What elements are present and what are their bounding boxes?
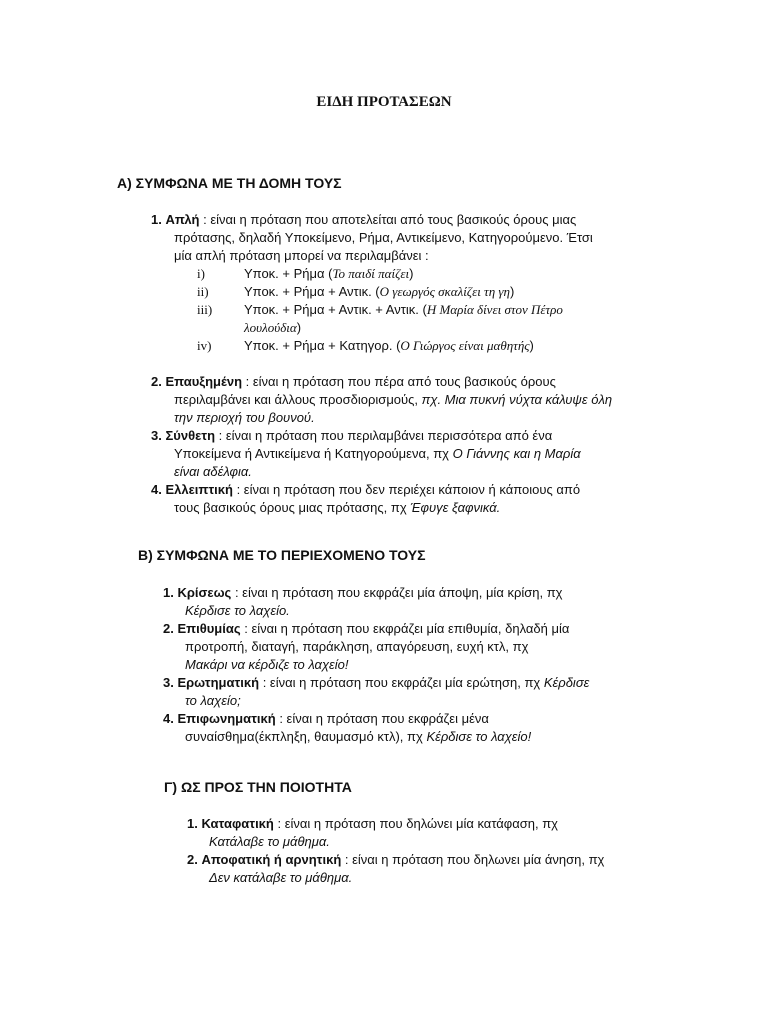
list-item [151,373,556,391]
subitem-example: Το παιδί παίζει [332,266,410,281]
list-item [151,481,580,499]
item-text-line: μία απλή πρόταση μπορεί να περιλαμβάνει : [174,248,429,263]
item-example-text: Κέρδισε το λαχείο. [185,603,290,618]
item-example [209,833,330,851]
section-a-heading: Α) ΣΥΜΦΩΝΑ ΜΕ ΤΗ ΔΟΜΗ ΤΟΥΣ [117,175,342,191]
subitem-number: ii) [197,284,209,299]
subitem-plain: Υποκ. + Ρήμα + Αντικ. + Αντικ. ( [244,302,427,317]
item-number: 1. [151,212,162,227]
item-example-text: την περιοχή του βουνού. [174,410,315,425]
subitem-number: iii) [197,302,213,317]
item-example-text: Δεν κατάλαβε το μάθημα. [209,870,353,885]
item-example: Ο Γιάννης και η Μαρία [452,446,581,461]
item-text: : είναι η πρόταση που εκφράζει μία ερώτηση, πχ [259,675,544,690]
subitem-plain: Υποκ. + Ρήμα ( [244,266,333,281]
item-number: 3. [151,428,162,443]
subitem-example: Η Μαρία δίνει στον Πέτρο [426,302,563,317]
item-text: : είναι η πρόταση που περιλαμβάνει περισσότερα από ένα [215,428,553,443]
item-example [185,692,241,710]
item-example-text: το λαχείο; [185,693,241,708]
subitem-text [244,265,413,283]
item-term: Καταφατική [201,816,274,831]
item-text: : είναι η πρόταση που δεν περιέχει κάποιον ή κάποιους από [232,482,581,497]
item-text-line [174,391,612,409]
item-text: : είναι η πρόταση που αποτελείται από τους βασικούς όρους μιας [199,212,577,227]
item-number: 4. [151,482,162,497]
subitem-plain: Υποκ. + Ρήμα + Αντικ. ( [244,284,380,299]
item-example-text: είναι αδέλφια. [174,464,252,479]
subitem-continuation [244,319,301,337]
item-example [174,463,252,481]
subitem-example: Ο Γιώργος είναι μαθητής [400,338,530,353]
item-example [174,409,315,427]
page-title: ΕΙΔΗ ΠΡΟΤΑΣΕΩΝ [316,94,452,110]
item-example-text: Μακάρι να κέρδιζε το λαχείο! [185,657,349,672]
item-number: 2. [163,621,174,636]
subitem-close: ) [296,320,302,335]
item-text: : είναι η πρόταση που εκφράζει μένα [275,711,489,726]
item-text: : είναι η πρόταση που δηλώνει μία κατάφαση, πχ [273,816,559,831]
item-number: 4. [163,711,174,726]
item-number: 2. [187,852,198,867]
item-example [209,869,352,887]
list-item [163,674,589,692]
item-text: περιλαμβάνει και άλλους προσδιορισμούς, [174,392,422,407]
list-item [163,620,569,638]
item-term: Επαυξημένη [165,374,243,389]
item-text: : είναι η πρόταση που δηλωνει μία άνηση, πχ [341,852,605,867]
item-term: Ερωτηματική [177,675,260,690]
item-number: 1. [187,816,198,831]
subitem-number: i) [197,266,205,281]
item-example [185,602,290,620]
item-number: 3. [163,675,174,690]
section-b-heading: Β) ΣΥΜΦΩΝΑ ΜΕ ΤΟ ΠΕΡΙΕΧΟΜΕΝΟ ΤΟΥΣ [138,547,426,563]
item-text: : είναι η πρόταση που πέρα από τους βασικούς όρους [242,374,556,389]
section-c-heading: Γ) ΩΣ ΠΡΟΣ ΤΗΝ ΠΟΙΟΤΗΤΑ [164,779,352,795]
item-term: Επιφωνηματική [177,711,276,726]
item-text-line [174,499,500,517]
item-term: Αποφατική ή αρνητική [201,852,342,867]
item-example: πχ. Μια πυκνή νύχτα κάλυψε όλη [421,392,613,407]
list-item [163,710,489,728]
list-item [151,211,576,229]
item-example [185,656,348,674]
item-term: Κρίσεως [177,585,232,600]
list-item [163,584,563,602]
item-text: : είναι η πρόταση που εκφράζει μία επιθυμία, δηλαδή μία [240,621,570,636]
subitem-close: ) [529,338,534,353]
item-text: συναίσθημα(έκπληξη, θαυμασμό κτλ), πχ [185,729,427,744]
subitem-plain: Υποκ. + Ρήμα + Κατηγορ. ( [244,338,401,353]
item-text-line [174,445,581,463]
subitem-number: iv) [197,338,212,353]
subitem-text [244,283,514,301]
subitem-example: Ο γεωργός σκαλίζει τη γη [379,284,510,299]
item-term: Ελλειπτική [165,482,233,497]
item-example: Κέρδισε [543,675,590,690]
item-text: τους βασικούς όρους μιας πρότασης, πχ [174,500,411,515]
list-item [187,815,558,833]
item-text: Υποκείμενα ή Αντικείμενα ή Κατηγορούμενα, πχ [174,446,453,461]
item-text-line: προτροπή, διαταγή, παράκληση, απαγόρευση, ευχή κτλ, πχ [185,639,529,654]
list-item [151,427,552,445]
item-term: Σύνθετη [165,428,216,443]
subitem-text [244,337,534,355]
subitem-text [244,301,563,319]
item-example: Έφυγε ξαφνικά. [410,500,501,515]
item-text-line [185,728,531,746]
item-example-text: Κατάλαβε το μάθημα. [209,834,330,849]
item-text: : είναι η πρόταση που εκφράζει μία άποψη, μία κρίση, πχ [231,585,563,600]
subitem-example: λουλούδια [244,320,297,335]
item-text-line: πρότασης, δηλαδή Υποκείμενο, Ρήμα, Αντικείμενο, Κατηγορούμενο. Έτσι [174,230,593,245]
item-example: Κέρδισε το λαχείο! [426,729,532,744]
item-number: 1. [163,585,174,600]
item-term: Επιθυμίας [177,621,241,636]
item-number: 2. [151,374,162,389]
list-item [187,851,604,869]
item-term: Απλή [165,212,200,227]
subitem-close: ) [509,284,515,299]
subitem-close: ) [409,266,414,281]
